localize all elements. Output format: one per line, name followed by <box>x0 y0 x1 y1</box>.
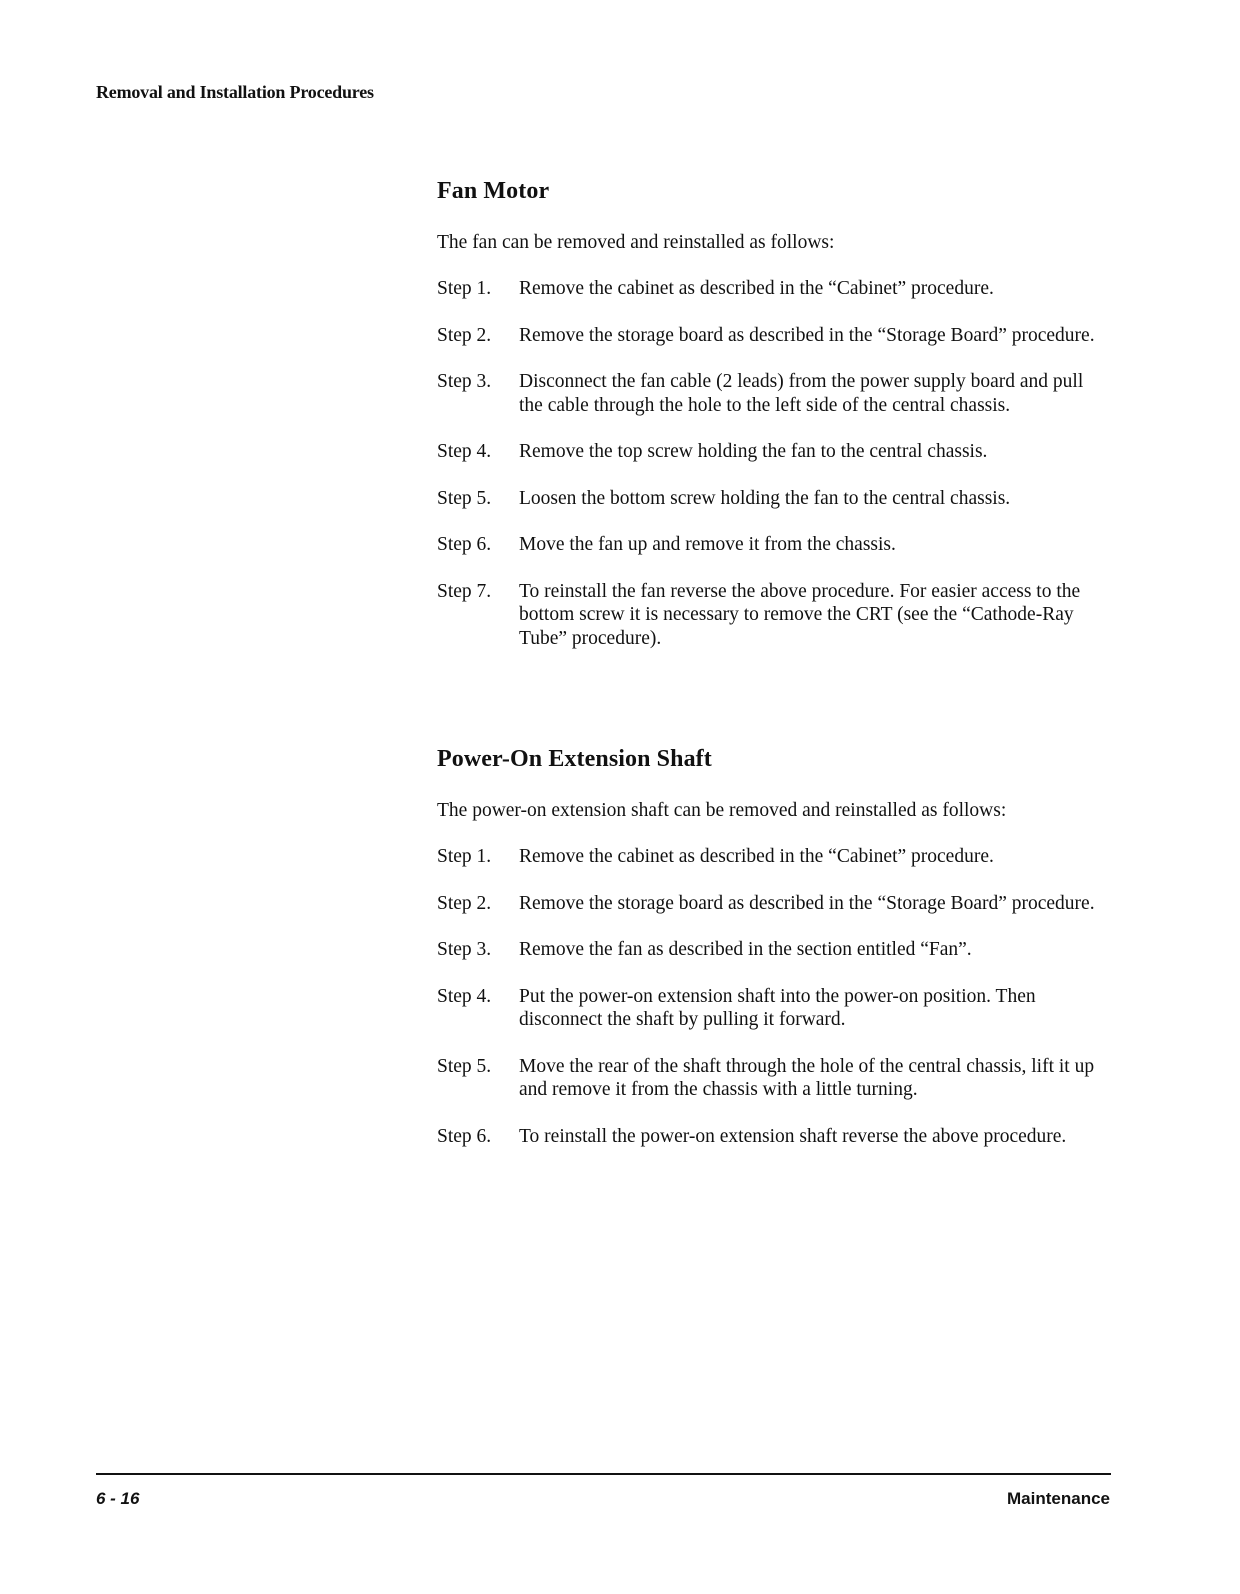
step-text: Remove the top screw holding the fan to the central chassis. <box>519 441 988 462</box>
step-item <box>437 370 1117 417</box>
step-label: Step 4. <box>437 985 492 1007</box>
step-list <box>437 277 1117 650</box>
step-text: Put the power-on extension shaft into the power-on position. Then disconnect the shaft by pulling it forward. <box>519 985 1036 1030</box>
step-item <box>437 580 1117 651</box>
step-text: Remove the storage board as described in the “Storage Board” procedure. <box>519 892 1095 914</box>
step-item <box>437 845 1117 869</box>
step-text: Remove the cabinet as described in the “Cabinet” procedure. <box>519 846 994 867</box>
step-label: Step 4. <box>437 441 492 462</box>
step-text: Remove the cabinet as described in the “Cabinet” procedure. <box>519 278 994 299</box>
step-label: Step 1. <box>437 846 492 867</box>
step-text: Remove the storage board as described in the “Storage Board” procedure. <box>519 324 1095 346</box>
step-text: To reinstall the power-on extension shaft reverse the above procedure. <box>519 1125 1067 1147</box>
step-label: Step 2. <box>437 892 492 914</box>
step-item <box>437 487 1117 511</box>
section-intro: The fan can be removed and reinstalled as follows: <box>437 232 835 253</box>
step-label: Step 5. <box>437 487 492 509</box>
section-title: Fan Motor <box>437 178 550 204</box>
step-item <box>437 440 1117 464</box>
step-item <box>437 892 1117 916</box>
running-head: Removal and Installation Procedures <box>96 82 374 102</box>
section-power-on-extension-shaft <box>437 746 1117 1171</box>
step-label: Step 5. <box>437 1055 492 1077</box>
footer-section-name: Maintenance <box>1007 1489 1110 1508</box>
step-item <box>437 985 1117 1032</box>
step-text: Loosen the bottom screw holding the fan to the central chassis. <box>519 487 1011 509</box>
section-fan-motor <box>437 178 1117 673</box>
step-item <box>437 1055 1117 1102</box>
step-label: Step 3. <box>437 939 492 960</box>
footer-divider <box>96 1473 1111 1475</box>
step-text: To reinstall the fan reverse the above procedure. For easier access to the bottom screw it is necessary to remove the CRT (see the “Cathode-Ray Tube” procedure). <box>519 580 1081 649</box>
step-item <box>437 1125 1117 1149</box>
step-item <box>437 324 1117 348</box>
step-text: Move the rear of the shaft through the hole of the central chassis, lift it up and remove it from the chassis with a little turning. <box>519 1055 1095 1100</box>
step-list <box>437 845 1117 1148</box>
step-item <box>437 277 1117 301</box>
step-label: Step 3. <box>437 371 492 392</box>
step-label: Step 7. <box>437 580 492 602</box>
step-label: Step 6. <box>437 534 492 555</box>
step-text: Move the fan up and remove it from the chassis. <box>519 534 896 555</box>
step-label: Step 1. <box>437 278 492 299</box>
page-number: 6 - 16 <box>96 1489 140 1508</box>
step-text: Disconnect the fan cable (2 leads) from the power supply board and pull the cable through the hole to the left side of the central chassis. <box>519 371 1084 416</box>
section-title: Power-On Extension Shaft <box>437 746 712 772</box>
section-intro: The power-on extension shaft can be removed and reinstalled as follows: <box>437 800 1007 821</box>
step-label: Step 2. <box>437 324 492 346</box>
step-label: Step 6. <box>437 1125 492 1147</box>
step-item <box>437 533 1117 557</box>
step-text: Remove the fan as described in the section entitled “Fan”. <box>519 939 972 960</box>
step-item <box>437 938 1117 962</box>
